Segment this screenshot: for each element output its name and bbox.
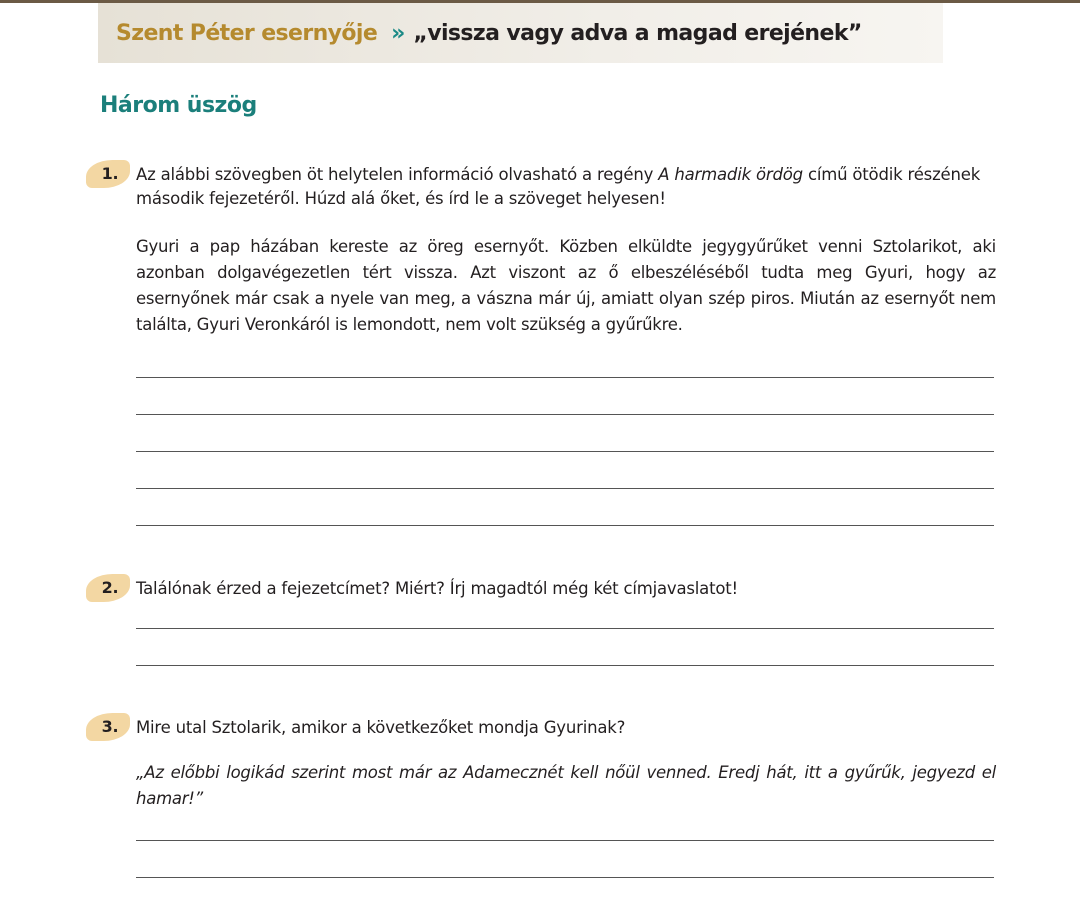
question-text: Találónak érzed a fejezetcímet? Miért? Írj magadtól még két címjavaslatot! [136,579,738,598]
answer-line[interactable] [136,525,994,526]
quote: „Az előbbi logikád szerint most már az Adamecznét kell nőül venned. Eredj hát, itt a gyűrűk, jegyezd el hamar!” [136,763,996,808]
answer-line[interactable] [136,377,994,378]
question-2 [101,577,996,601]
chevron-icon: » [391,20,400,46]
chapter-banner [98,3,943,63]
answer-line[interactable] [136,840,994,841]
leaf-number-badge: 3. [86,713,130,741]
question-1 [101,163,996,211]
answer-line[interactable] [136,628,994,629]
section-title: Három üszög [100,93,257,118]
answer-line[interactable] [136,665,994,666]
answer-line[interactable] [136,451,994,452]
leaf-number-badge: 1. [86,160,130,188]
answer-line[interactable] [136,877,994,878]
answer-line[interactable] [136,488,994,489]
passage: Gyuri a pap házában kereste az öreg esernyőt. Közben elküldte jegygyűrűket venni Sztolarikot, aki azonban dolgavégezetlen tért vissza. Azt viszont az ő elbeszéléséből tudta meg Gyuri, hogy az esernyőnek már csak a nyele van meg, a vászna már új, amiatt olyan szép piros. Miután az esernyőt nem találta, Gyuri Veronkáról is lemondott, nem volt szükség a gyűrűkre. [136,237,996,334]
series-title: Szent Péter esernyője [116,20,378,46]
question-text: című ötödik részének második fejezetéről. Húzd alá őket, és írd le a szöveget helyesen! [136,165,981,208]
answer-line[interactable] [136,414,994,415]
book-title: A harmadik ördög [658,165,803,184]
leaf-number-badge: 2. [86,574,130,602]
question-3 [101,716,996,740]
chapter-title: „vissza vagy adva a magad erejének” [413,20,862,46]
question-text: Az alábbi szövegben öt helytelen információ olvasható a regény [136,165,659,184]
question-text: Mire utal Sztolarik, amikor a következőket mondja Gyurinak? [136,718,626,737]
